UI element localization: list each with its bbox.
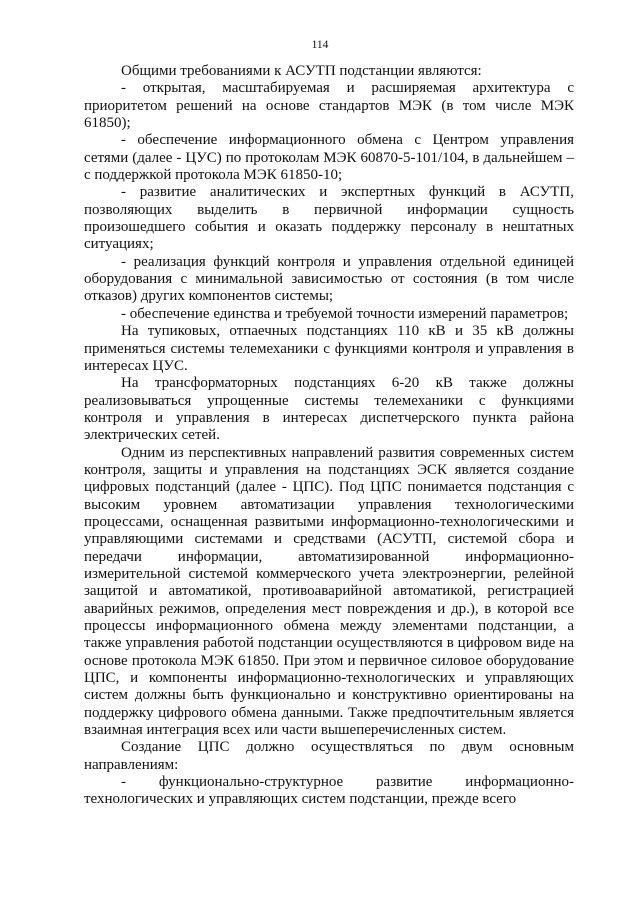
list-item-control-functions: - реализация функций контроля и управления отдельной единицей оборудования с минимальной зависимостью от состояния (в том числе отказов) других компонентов системы; [84, 253, 574, 305]
list-item-information-exchange: - обеспечение информационного обмена с Центром управления сетями (далее - ЦУС) по протоколам МЭК 60870-5-101/104, в дальнейшем – с поддержкой протокола МЭК 61850-10; [84, 132, 574, 184]
paragraph-transformer-substations: На трансформаторных подстанциях 6-20 кВ также должны реализовываться упрощенные системы телемеханики с функциями контроля и управления в интересах диспетчерского пункта района электрических сетей. [84, 375, 574, 444]
list-item-measurement-accuracy: - обеспечение единства и требуемой точности измерений параметров; [121, 305, 569, 322]
paragraph-requirements-intro: Общими требованиями к АСУТП подстанции являются: [121, 63, 482, 79]
paragraph-dps-directions: Создание ЦПС должно осуществляться по двум основным направлениям: [84, 739, 574, 773]
page-number: 114 [311, 39, 329, 51]
list-item-open-architecture: - открытая, масштабируемая и расширяемая архитектура с приоритетом решений на основе стандартов МЭК (в том числе МЭК 61850); [84, 80, 574, 132]
document-body [84, 63, 574, 809]
paragraph-digital-substations: Одним из перспективных направлений развития современных систем контроля, защиты и управления на подстанциях ЭСК является создание цифровых подстанций (далее - ЦПС). Под ЦПС понимается подстанция с высоким уровнем автоматизации управления технологическими процессами, оснащенная развитыми информационно-технологическими и управляющими системами и средствами (АСУТП, системой сбора и передачи информации, автоматизированной информационно-измерительной системой коммерческого учета электроэнергии, релейной защитой и автоматикой, противоаварийной автоматикой, регистрацией аварийных режимов, определения мест повреждения и др.), в которой все процессы информационного обмена между элементами подстанции, а также управления работой подстанции осуществляются в цифровом виде на основе протокола МЭК 61850. При этом и первичное силовое оборудование ЦПС, и компоненты информационно-технологических и управляющих систем должны быть функционально и конструктивно ориентированы на поддержку цифрового обмена данными. Также предпочтительным является взаимная интеграция всех или части вышеперечисленных систем. [84, 444, 574, 739]
paragraph-deadend-substations: На тупиковых, отпаечных подстанциях 110 кВ и 35 кВ должны применяться системы телемеханики с функциями контроля и управления в интересах ЦУС. [84, 323, 574, 374]
list-item-analytical-functions: - развитие аналитических и экспертных функций в АСУТП, позволяющих выделить в первичной информации сущность произошедшего события и оказать поддержку персоналу в нештатных ситуациях; [84, 184, 574, 253]
list-item-functional-structural: - функционально-структурное развитие информационно-технологических и управляющих систем подстанции, прежде всего [84, 774, 574, 808]
